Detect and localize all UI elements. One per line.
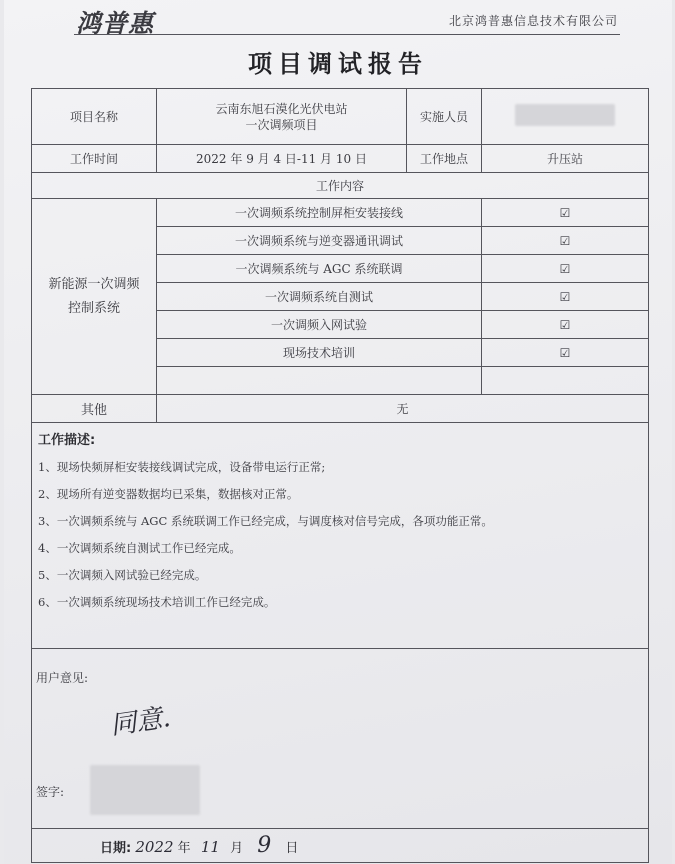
description-line: 2、现场所有逆变器数据均已采集，数据核对正常。: [38, 487, 299, 501]
work-item: 一次调频系统与逆变器通讯调试: [157, 227, 482, 255]
report-title: 项目调试报告: [248, 50, 428, 78]
work-time-label: 工作时间: [32, 145, 157, 173]
project-name-label: 项目名称: [32, 89, 157, 145]
description-line: 4、一次调频系统自测试工作已经完成。: [38, 541, 241, 555]
description-cell: [32, 423, 649, 649]
project-name-line-2: 一次调频项目: [245, 117, 318, 132]
work-time-value: 2022 年 9 月 4 日-11 月 10 日: [157, 145, 407, 173]
work-content-heading-row: [32, 173, 649, 199]
work-item: 一次调频系统自测试: [157, 283, 482, 311]
checkbox-icon: ☑: [482, 255, 649, 283]
work-item: 现场技术培训: [157, 339, 482, 367]
feedback-row: [32, 649, 649, 829]
company-name: 北京鸿普惠信息技术有限公司: [448, 14, 618, 28]
project-name-value: [157, 89, 407, 145]
date-month: 11: [200, 838, 220, 856]
other-value: 无: [157, 395, 649, 423]
checkbox-icon: ☑: [482, 227, 649, 255]
work-time-row: [32, 145, 649, 173]
date-row: [32, 829, 649, 863]
location-label: 工作地点: [407, 145, 482, 173]
work-item: 一次调频入网试验: [157, 311, 482, 339]
checkbox-empty: [482, 367, 649, 395]
month-char: 月: [230, 841, 244, 856]
checkbox-icon: ☑: [482, 199, 649, 227]
description-line: 5、一次调频入网试验已经完成。: [38, 568, 207, 582]
staff-label: 实施人员: [407, 89, 482, 145]
date-year: 2022: [135, 838, 174, 856]
signature-label: 签字:: [36, 785, 65, 799]
description-line: 1、现场快频屏柜安装接线调试完成，设备带电运行正常;: [38, 460, 326, 474]
group-label-line-1: 新能源一次调频: [48, 276, 140, 292]
work-content-group-label: [32, 199, 157, 395]
signature-redacted: [90, 765, 200, 815]
header-divider: [74, 34, 620, 35]
location-value: 升压站: [482, 145, 649, 173]
description-line: 3、一次调频系统与 AGC 系统联调工作已经完成，与调度核对信号完成，各项功能正常。: [38, 514, 493, 528]
other-label: 其他: [32, 395, 157, 423]
date-day: 9: [257, 833, 272, 858]
handwritten-approval: 同意.: [108, 702, 173, 742]
report-paper: [4, 0, 672, 864]
staff-value-redacted: [482, 89, 649, 145]
date-cell: [32, 829, 649, 863]
checkbox-icon: ☑: [482, 283, 649, 311]
work-item-empty: [157, 367, 482, 395]
feedback-cell: [32, 649, 649, 829]
checkbox-icon: ☑: [482, 311, 649, 339]
work-item: 一次调频系统控制屏柜安装接线: [157, 199, 482, 227]
feedback-label: 用户意见:: [36, 671, 89, 685]
work-item: 一次调频系统与 AGC 系统联调: [157, 255, 482, 283]
description-line: 6、一次调频系统现场技术培训工作已经完成。: [38, 595, 276, 609]
checkbox-icon: ☑: [482, 339, 649, 367]
project-name-line-1: 云南东旭石漠化光伏电站: [215, 101, 348, 116]
day-char: 日: [285, 841, 299, 856]
report-table: [31, 88, 649, 863]
year-char: 年: [177, 841, 191, 856]
description-title: 工作描述:: [38, 433, 96, 448]
company-logo: 鸿普惠: [76, 9, 155, 38]
project-name-row: [32, 89, 649, 145]
other-row: [32, 395, 649, 423]
description-row: [32, 423, 649, 649]
work-item-row: [32, 199, 649, 227]
redaction-block: [515, 104, 615, 126]
group-label-line-2: 控制系统: [67, 300, 120, 316]
date-label: 日期:: [100, 841, 132, 856]
work-content-heading: 工作内容: [32, 173, 649, 199]
